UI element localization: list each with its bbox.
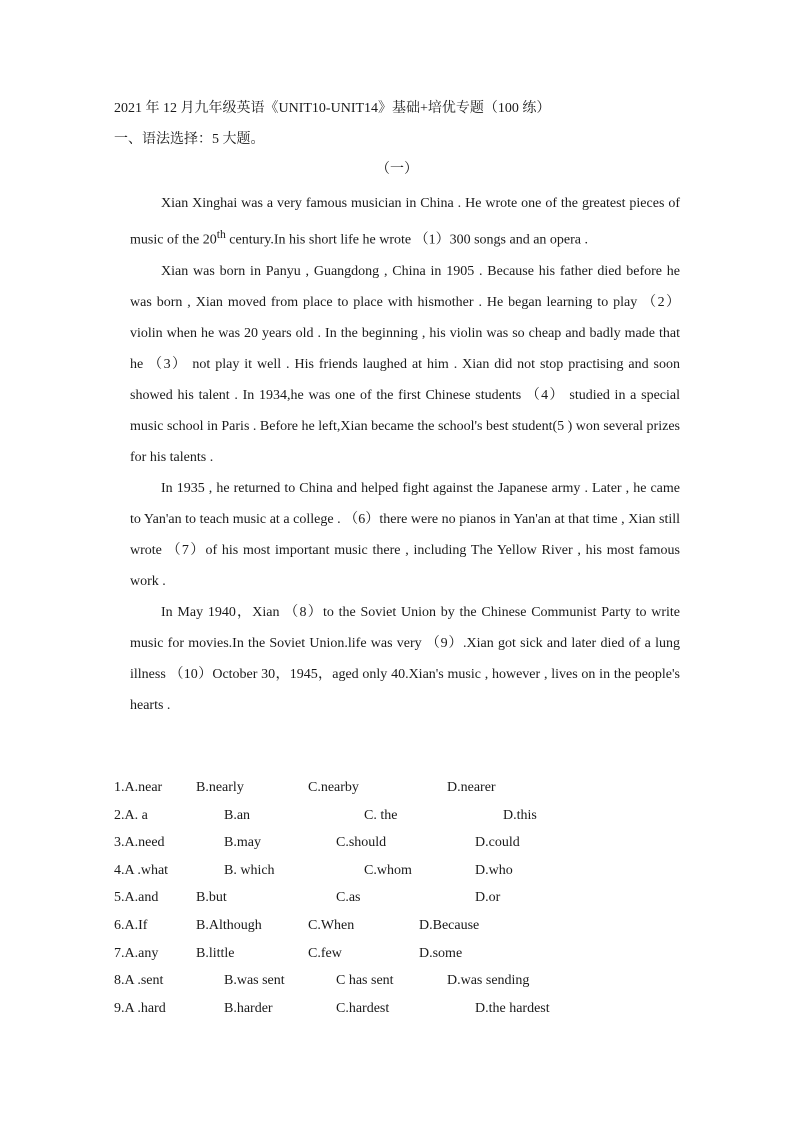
- option-c: C.as: [336, 890, 361, 906]
- question-row-5: [114, 890, 714, 918]
- option-a: 5.A.and: [114, 890, 159, 906]
- option-b: B.but: [196, 890, 227, 906]
- paragraph-2: Xian was born in Panyu , Guangdong , China in 1905 . Because his father died before he was born , Xian moved from place to place with hismother . He began learning to play （2）violin when he was 20 years old . In the beginning , his violin was so cheap and badly made that he （3） not play it well . His friends laughed at him . Xian did not stop practising and soon showed his talent . In 1934,he was one of the first Chinese students （4） studied in a special music school in Paris . Before he left,Xian became the school's best student(5 ) won several prizes for his talents .: [130, 263, 680, 465]
- option-b: B.nearly: [196, 780, 244, 795]
- paragraph-1-superscript: th: [216, 228, 226, 241]
- option-d: D.nearer: [447, 780, 496, 795]
- question-row-7: [114, 946, 714, 974]
- paragraph-3: In 1935 , he returned to China and helped fight against the Japanese army . Later , he came to Yan'an to teach music at a college . （6）there were no pianos in Yan'an at that time , Xian still wrote （7）of his most important music there , including The Yellow River , his most famous work .: [130, 480, 680, 589]
- paragraph-1: [130, 188, 680, 256]
- question-row-3: [114, 835, 714, 863]
- answer-options: [114, 780, 714, 1028]
- question-row-4: [114, 863, 714, 891]
- option-a: 6.A.If: [114, 917, 148, 933]
- option-c: C.hardest: [336, 1000, 390, 1016]
- option-a: 1.A.near: [114, 780, 163, 795]
- option-b: B.Although: [196, 917, 262, 933]
- option-b: B.may: [224, 835, 261, 851]
- option-b: B.an: [224, 807, 251, 823]
- option-b: B.little: [196, 945, 235, 961]
- paragraph-4: In May 1940，Xian （8）to the Soviet Union by the Chinese Communist Party to write music for movies.In the Soviet Union.life was very （9）.Xian got sick and later died of a lung illness （10）October 30，1945，aged only 40.Xian's music , however , lives on in the people's hearts .: [130, 604, 680, 713]
- option-d: D.Because: [419, 917, 480, 933]
- option-a: 4.A .what: [114, 862, 169, 878]
- option-c: C. the: [364, 807, 398, 823]
- option-c: C.few: [308, 945, 342, 961]
- option-a: 2.A. a: [114, 807, 148, 823]
- option-c: C.should: [336, 835, 387, 851]
- option-d: D.could: [475, 835, 520, 851]
- option-a: 3.A.need: [114, 835, 165, 851]
- option-b: B. which: [224, 862, 275, 878]
- option-d: D.this: [503, 807, 537, 823]
- question-row-9: [114, 1001, 714, 1029]
- paragraph-1-text-b: century.In his short life he wrote （1）300 songs and an opera .: [225, 232, 589, 248]
- option-c: C.nearby: [308, 780, 359, 795]
- option-d: D.or: [475, 890, 501, 906]
- option-d: D.some: [419, 945, 463, 961]
- question-row-2: [114, 808, 714, 836]
- option-c: C.whom: [364, 862, 412, 878]
- option-a: 7.A.any: [114, 945, 159, 961]
- document-title: 2021 年 12 月九年级英语《UNIT10-UNIT14》基础+培优专题（100 练）: [114, 101, 551, 116]
- option-c: C.When: [308, 917, 355, 933]
- question-row-1: [114, 780, 714, 808]
- question-row-8: [114, 973, 714, 1001]
- option-a: 9.A .hard: [114, 1000, 166, 1016]
- section-title: 一、语法选择：5 大题。: [114, 132, 265, 147]
- option-b: B.harder: [224, 1000, 273, 1016]
- option-d: D.who: [475, 862, 513, 878]
- passage: [130, 188, 680, 721]
- option-b: B.was sent: [224, 973, 285, 989]
- option-d: D.the hardest: [475, 1000, 550, 1016]
- paragraph-1-text-a: Xian Xinghai was a very famous musician in China . He wrote one of the greatest pieces of music of the 20: [130, 196, 680, 248]
- option-a: 8.A .sent: [114, 973, 164, 989]
- part-title: （一）: [376, 162, 418, 177]
- option-d: D.was sending: [447, 973, 530, 989]
- option-c: C has sent: [336, 973, 394, 989]
- question-row-6: [114, 918, 714, 946]
